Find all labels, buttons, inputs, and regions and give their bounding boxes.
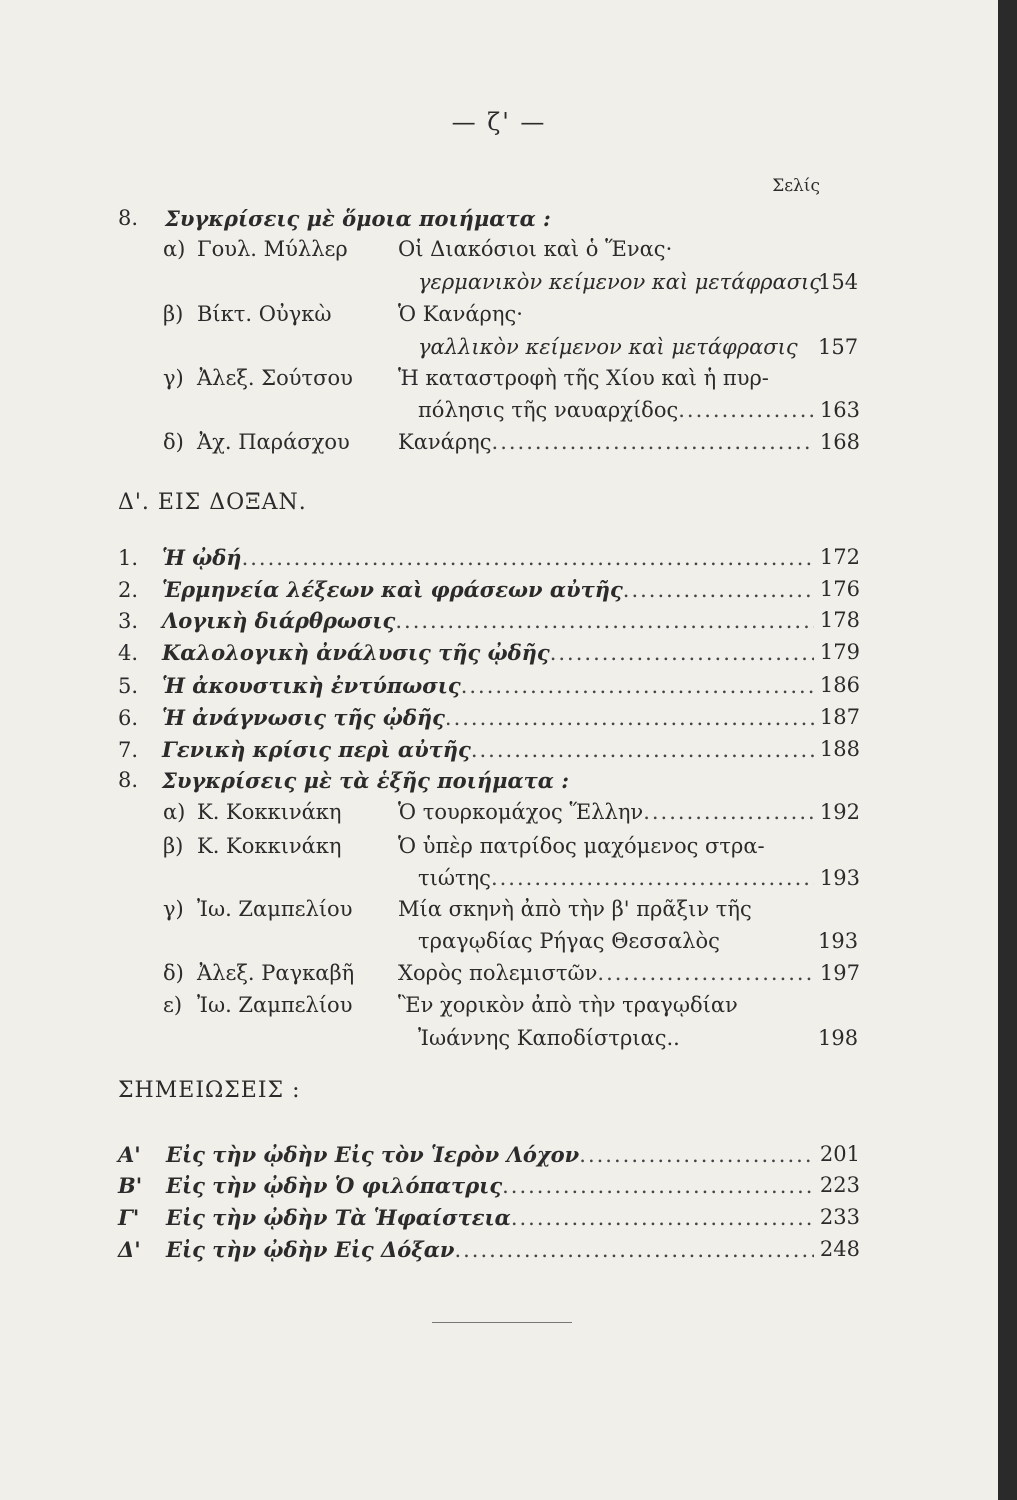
toc-item-title: Ἑρμηνεία λέξεων καὶ φράσεων αὐτῆς [162,577,623,602]
toc-note-title: Εἰς τὴν ᾠδὴν Ὁ φιλόπατρις [166,1173,503,1198]
dot-leader [491,866,814,890]
toc-item-number: 4. [118,641,139,665]
toc-page-number: 197 [819,961,860,985]
toc-sub-author: Γουλ. Μύλλερ [197,237,348,261]
dot-leader [579,1143,814,1167]
toc-sub-title: Μία σκηνὴ ἀπὸ τὴν β' πρᾶξιν τῆς [398,897,752,921]
toc-page-number: 223 [819,1173,860,1197]
dot-leader [678,398,814,422]
dot-leader [502,1174,814,1198]
toc-entry [118,608,860,636]
toc-sub-title: Οἱ Διακόσιοι καὶ ὁ Ἕνας· [398,237,673,261]
section-heading: ΣΗΜΕΙΩΣΕΙΣ : [118,1078,301,1103]
toc-sub-title: Ἡ καταστροφὴ τῆς Χίου καὶ ἡ πυρ- [398,366,769,390]
toc-item-title: Ἡ ἀκουστικὴ ἐντύπωσις [162,673,461,698]
toc-entry [118,640,860,668]
toc-item-number: 8. [118,768,139,792]
toc-sub-letter: β) [163,834,184,858]
toc-page-number: 176 [819,577,860,601]
toc-sub-author: Κ. Κοκκινάκη [197,800,342,824]
toc-sub-letter: δ) [163,961,184,985]
toc-sub-letter: α) [163,237,186,261]
toc-sub-title: Κανάρης [398,430,492,454]
dot-leader [242,546,814,570]
toc-leader-row [398,961,860,989]
dot-leader [550,641,814,665]
toc-page-number: 157 [818,335,859,359]
toc-page-number: 192 [819,800,860,824]
toc-leader-row [418,398,860,426]
toc-item-number: 1. [118,546,139,570]
toc-page-number: 163 [819,398,860,422]
toc-note-title: Εἰς τὴν ᾠδὴν Εἰς τὸν Ἱερὸν Λόχον [166,1142,580,1167]
toc-sub-letter: γ) [163,366,184,390]
dot-leader [597,961,814,985]
toc-note-label: Α' [118,1142,141,1167]
toc-page-number: 178 [819,608,860,632]
dot-leader [395,609,814,633]
toc-sub-title-cont: γαλλικὸν κείμενον καὶ μετάφρασις [418,335,798,359]
toc-note-label: Δ' [118,1237,141,1262]
toc-note-entry [118,1205,860,1233]
toc-sub-author: Ἀλεξ. Ραγκαβῆ [197,961,355,985]
dot-leader [471,738,814,762]
toc-item-number: 6. [118,706,139,730]
toc-item-title: Συγκρίσεις μὲ ὅμοια ποιήματα : [165,206,551,231]
toc-page-number: 233 [819,1205,860,1229]
toc-sub-author: Βίκτ. Οὐγκὼ [197,302,332,326]
toc-sub-title: Ὁ τουρκομάχος Ἕλλην [398,800,644,824]
toc-entry [118,577,860,605]
toc-leader-row [398,430,860,458]
dot-leader [445,706,814,730]
toc-note-entry [118,1237,860,1265]
toc-note-title: Εἰς τὴν ᾠδὴν Τὰ Ἡφαίστεια [166,1205,511,1230]
dot-leader [492,430,814,454]
toc-sub-title-cont: τιώτης [418,866,491,890]
end-rule [432,1322,572,1323]
toc-note-label: Β' [118,1173,143,1198]
toc-page-number: 248 [819,1237,860,1261]
toc-leader-row [398,800,860,828]
toc-sub-title: Ὁ Κανάρης· [398,302,523,326]
page-number: — ζ' — [451,108,547,136]
toc-page-number: 193 [818,929,859,953]
dot-leader [454,1238,814,1262]
toc-sub-title-cont: γερμανικὸν κείμενον καὶ μετάφρασις [418,270,822,294]
dot-leader [461,674,814,698]
toc-page-number: 187 [819,705,860,729]
toc-page-number: 201 [819,1142,860,1166]
toc-page-number: 186 [819,673,860,697]
toc-sub-author: Ἀλεξ. Σούτσου [197,366,353,390]
toc-page-number: 154 [818,270,859,294]
toc-sub-title: Ὁ ὑπὲρ πατρίδος μαχόμενος στρα- [398,834,765,858]
toc-sub-letter: α) [163,800,186,824]
toc-note-label: Γ' [118,1205,140,1230]
toc-page-number: 179 [819,640,860,664]
toc-item-title: Καλολογικὴ ἀνάλυσις τῆς ᾠδῆς [162,640,550,665]
toc-item-number: 8. [118,206,139,230]
toc-item-title: Ἡ ᾠδή [162,545,242,570]
toc-item-number: 3. [118,609,139,633]
toc-page-number: 188 [819,737,860,761]
section-heading: Δ'. ΕΙΣ ΔΟΞΑΝ. [118,490,307,515]
toc-sub-title: Χορὸς πολεμιστῶν [398,961,598,985]
toc-item-title: Λογικὴ διάρθρωσις [162,608,396,633]
toc-sub-letter: γ) [163,897,184,921]
toc-entry [118,545,860,573]
toc-page-number: 193 [819,866,860,890]
toc-item-number: 5. [118,674,139,698]
toc-item-title: Συγκρίσεις μὲ τὰ ἑξῆς ποιήματα : [162,768,569,793]
toc-sub-title-cont: πόλησις τῆς ναυαρχίδος [418,398,679,422]
toc-page-number: 198 [818,1026,859,1050]
toc-page-number: 168 [819,430,860,454]
toc-sub-author: Ἰω. Ζαμπελίου [197,897,353,921]
toc-note-entry [118,1142,860,1170]
toc-sub-author: Ἀχ. Παράσχου [197,430,350,454]
toc-sub-letter: β) [163,302,184,326]
toc-note-entry [118,1173,860,1201]
toc-leader-row [418,866,860,894]
toc-entry [118,673,860,701]
toc-note-title: Εἰς τὴν ᾠδὴν Εἰς Δόξαν [166,1237,455,1262]
toc-sub-author: Ἰω. Ζαμπελίου [197,993,353,1017]
toc-page-number: 172 [819,545,860,569]
page-column-heading: Σελίς [772,176,820,196]
toc-sub-letter: ε) [163,993,183,1017]
toc-entry [118,737,860,765]
dot-leader [623,578,814,602]
toc-item-title: Γενικὴ κρίσις περὶ αὐτῆς [162,737,471,762]
toc-entry [118,705,860,733]
toc-sub-title: Ἓν χορικὸν ἀπὸ τὴν τραγῳδίαν [398,993,738,1017]
dot-leader [643,800,814,824]
toc-sub-title-cont: Ἰωάννης Καποδίστριας.. [418,1026,680,1050]
toc-item-number: 2. [118,578,139,602]
dot-leader [511,1206,814,1230]
toc-sub-title-cont: τραγῳδίας Ρήγας Θεσσαλὸς [418,929,720,953]
toc-sub-letter: δ) [163,430,184,454]
toc-sub-author: Κ. Κοκκινάκη [197,834,342,858]
toc-item-number: 7. [118,738,139,762]
toc-item-title: Ἡ ἀνάγνωσις τῆς ᾠδῆς [162,705,445,730]
